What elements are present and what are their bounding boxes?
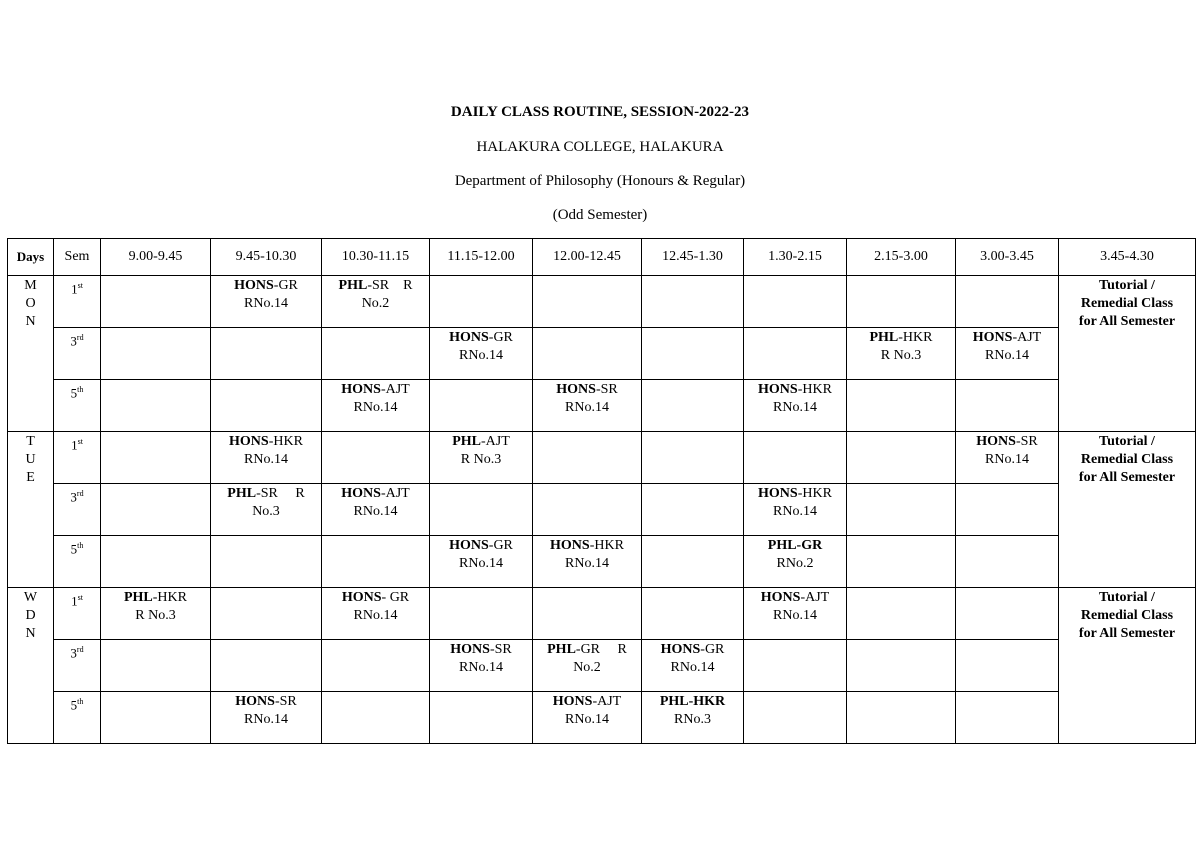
class-cell (847, 328, 956, 380)
class-code: HONS-SR (450, 642, 512, 657)
day-letter: D (25, 608, 36, 623)
room-number: RNo.14 (985, 348, 1029, 363)
tutorial-text: Remedial Class (1080, 608, 1174, 623)
class-cell (642, 640, 744, 692)
tutorial-text: Remedial Class (1080, 296, 1174, 311)
tutorial-text: Tutorial / (1099, 434, 1155, 449)
class-code: PHL-SR R (227, 486, 305, 501)
column-header: 2.15-3.00 (847, 239, 956, 276)
class-cell (322, 588, 430, 640)
class-cell (211, 536, 322, 588)
class-cell (101, 588, 211, 640)
class-code: PHL-HKR (869, 330, 933, 345)
table-row (8, 276, 1196, 328)
class-cell (101, 276, 211, 328)
class-code: HONS-AJT (760, 590, 830, 605)
class-cell (744, 692, 847, 744)
sem-suffix: th (77, 697, 84, 706)
class-prefix: HONS (450, 642, 490, 657)
class-code: PHL-AJT (452, 434, 510, 449)
room-number: RNo.14 (565, 400, 609, 415)
class-cell (847, 380, 956, 432)
class-prefix: PHL-HKR (659, 694, 726, 709)
class-cell (101, 692, 211, 744)
class-cell (533, 692, 642, 744)
table-row (8, 380, 1196, 432)
class-cell (744, 328, 847, 380)
routine-body (8, 276, 1196, 744)
class-code: HONS-SR (976, 434, 1038, 449)
class-code: HONS-HKR (758, 382, 832, 397)
room-number: RNo.14 (985, 452, 1029, 467)
class-cell (430, 276, 533, 328)
room-number: RNo.14 (773, 504, 817, 519)
class-prefix: HONS (341, 486, 381, 501)
tutorial-text: for All Semester (1078, 314, 1176, 329)
column-header: 12.00-12.45 (533, 239, 642, 276)
room-number: RNo.14 (353, 504, 398, 519)
class-code: HONS-HKR (550, 538, 624, 553)
sem-suffix: st (77, 281, 83, 290)
class-cell (211, 432, 322, 484)
class-cell (322, 380, 430, 432)
class-cell (430, 432, 533, 484)
table-row (8, 692, 1196, 744)
sem-suffix: rd (76, 645, 84, 654)
column-header: 12.45-1.30 (642, 239, 744, 276)
class-code (746, 537, 844, 555)
class-prefix: HONS (758, 382, 798, 397)
column-header: Days (8, 239, 54, 276)
class-prefix: PHL (869, 330, 899, 345)
sem-cell: 1st (54, 276, 101, 328)
class-code (644, 693, 741, 711)
tutorial-cell (1059, 432, 1196, 588)
class-code: HONS-AJT (972, 330, 1042, 345)
tutorial-text: Remedial Class (1080, 452, 1174, 467)
day-letter: T (26, 434, 35, 449)
column-header: 1.30-2.15 (744, 239, 847, 276)
class-code: HONS-AJT (552, 694, 622, 709)
column-header: 3.45-4.30 (1059, 239, 1196, 276)
class-prefix: HONS (341, 382, 381, 397)
class-cell (956, 432, 1059, 484)
day-letter: U (25, 452, 36, 467)
class-cell (322, 432, 430, 484)
class-code: HONS-SR (235, 694, 297, 709)
class-cell (533, 536, 642, 588)
class-cell (211, 640, 322, 692)
room-number: R No.3 (460, 452, 502, 467)
class-code: HONS-AJT (341, 486, 410, 501)
class-cell (211, 276, 322, 328)
class-prefix: HONS (972, 330, 1013, 345)
sem-cell: 3rd (54, 328, 101, 380)
room-number: RNo.14 (565, 712, 609, 727)
class-prefix: HONS (235, 694, 275, 709)
room-number: RNo.14 (353, 400, 398, 415)
class-cell (430, 536, 533, 588)
class-cell (533, 380, 642, 432)
class-prefix: HONS (552, 694, 593, 709)
column-header: 9.00-9.45 (101, 239, 211, 276)
day-cell (8, 276, 54, 432)
class-cell (211, 328, 322, 380)
class-cell (642, 588, 744, 640)
class-prefix: HONS (976, 434, 1016, 449)
room-number: RNo.14 (244, 712, 288, 727)
class-cell (322, 640, 430, 692)
class-prefix: PHL (547, 642, 576, 657)
class-code: HONS-HKR (229, 434, 303, 449)
department-name: Department of Philosophy (Honours & Regular) (454, 173, 746, 189)
room-number: No.2 (361, 296, 390, 311)
class-prefix: HONS (449, 330, 489, 345)
sem-cell: 5th (54, 536, 101, 588)
tutorial-text: Tutorial / (1099, 278, 1155, 293)
day-letter: W (23, 590, 38, 605)
sem-cell: 3rd (54, 484, 101, 536)
room-number: RNo.14 (670, 660, 715, 675)
class-cell (430, 588, 533, 640)
class-cell (744, 536, 847, 588)
class-prefix: HONS (341, 590, 382, 605)
class-cell (744, 640, 847, 692)
sem-suffix: st (77, 437, 83, 446)
sem-cell: 3rd (54, 640, 101, 692)
class-cell (322, 328, 430, 380)
class-prefix: HONS (556, 382, 596, 397)
class-prefix: PHL-GR (767, 538, 823, 553)
day-letter: N (25, 626, 36, 641)
column-header: 11.15-12.00 (430, 239, 533, 276)
class-routine-table (7, 238, 1196, 744)
class-code: HONS-GR (449, 538, 513, 553)
class-cell (642, 484, 744, 536)
class-prefix: PHL (452, 434, 481, 449)
sem-suffix: rd (76, 333, 84, 342)
class-prefix: HONS (234, 278, 274, 293)
class-cell (430, 484, 533, 536)
class-cell (847, 276, 956, 328)
class-cell (211, 380, 322, 432)
sem-suffix: th (77, 541, 84, 550)
tutorial-cell (1059, 276, 1196, 432)
room-number: RNo.14 (773, 400, 817, 415)
class-code: HONS- GR (341, 590, 410, 605)
semester-label: (Odd Semester) (552, 207, 648, 223)
tutorial-text: for All Semester (1078, 470, 1176, 485)
class-cell (847, 484, 956, 536)
class-cell (322, 484, 430, 536)
class-cell (101, 536, 211, 588)
class-cell (211, 588, 322, 640)
class-code: PHL-HKR (123, 590, 187, 605)
sem-cell: 1st (54, 432, 101, 484)
class-cell (847, 588, 956, 640)
sem-suffix: rd (76, 489, 84, 498)
room-number: No.3 (252, 504, 280, 519)
college-name: HALAKURA COLLEGE, HALAKURA (476, 139, 724, 155)
class-cell (956, 692, 1059, 744)
tutorial-cell (1059, 588, 1196, 744)
tutorial-text: Tutorial / (1099, 590, 1155, 605)
class-prefix: HONS (449, 538, 489, 553)
class-cell (533, 588, 642, 640)
header-row (8, 239, 1196, 276)
table-row (8, 640, 1196, 692)
table-row (8, 328, 1196, 380)
table-row (8, 588, 1196, 640)
class-cell (430, 380, 533, 432)
day-cell (8, 588, 54, 744)
room-number: RNo.14 (565, 556, 609, 571)
table-row (8, 432, 1196, 484)
page-title: DAILY CLASS ROUTINE, SESSION-2022-23 (450, 104, 750, 120)
class-prefix: HONS (758, 486, 798, 501)
class-cell (642, 328, 744, 380)
table-row (8, 536, 1196, 588)
class-cell (744, 588, 847, 640)
class-cell (956, 380, 1059, 432)
column-header: 9.45-10.30 (211, 239, 322, 276)
room-number: RNo.14 (244, 296, 288, 311)
class-cell (533, 484, 642, 536)
class-cell (847, 536, 956, 588)
sem-cell: 5th (54, 380, 101, 432)
class-cell (642, 536, 744, 588)
class-prefix: PHL (338, 278, 368, 293)
table-row (8, 484, 1196, 536)
class-cell (533, 640, 642, 692)
class-cell (101, 484, 211, 536)
class-cell (744, 380, 847, 432)
class-code: HONS-AJT (341, 382, 410, 397)
class-code: HONS-SR (556, 382, 618, 397)
class-prefix: PHL (227, 486, 257, 501)
room-number: RNo.2 (776, 556, 814, 571)
room-number: RNo.14 (353, 608, 398, 623)
class-code: HONS-GR (449, 330, 513, 345)
class-cell (744, 432, 847, 484)
class-cell (744, 484, 847, 536)
class-cell (430, 640, 533, 692)
day-letter: O (25, 296, 36, 311)
class-cell (956, 276, 1059, 328)
class-cell (642, 432, 744, 484)
class-cell (642, 692, 744, 744)
class-prefix: PHL (123, 590, 153, 605)
day-letter: M (24, 278, 37, 293)
class-cell (847, 640, 956, 692)
class-code: HONS-GR (660, 642, 725, 657)
class-cell (101, 640, 211, 692)
day-cell (8, 432, 54, 588)
class-code: HONS-GR (234, 278, 298, 293)
class-code: PHL-SR R (338, 278, 413, 293)
class-cell (101, 328, 211, 380)
room-number: RNo.14 (459, 556, 503, 571)
class-prefix: HONS (550, 538, 590, 553)
class-cell (430, 692, 533, 744)
room-number: RNo.14 (773, 608, 817, 623)
class-cell (533, 328, 642, 380)
class-cell (101, 432, 211, 484)
column-header: 10.30-11.15 (322, 239, 430, 276)
class-cell (533, 432, 642, 484)
room-number: RNo.14 (459, 660, 503, 675)
class-cell (322, 692, 430, 744)
sem-cell: 5th (54, 692, 101, 744)
room-number: R No.3 (135, 608, 176, 623)
column-header: 3.00-3.45 (956, 239, 1059, 276)
room-number: No.2 (573, 660, 601, 675)
sem-cell: 1st (54, 588, 101, 640)
class-prefix: HONS (660, 642, 701, 657)
class-cell (956, 328, 1059, 380)
room-number: RNo.14 (459, 348, 503, 363)
class-cell (847, 692, 956, 744)
room-number: RNo.14 (244, 452, 288, 467)
class-cell (956, 640, 1059, 692)
class-code: HONS-HKR (758, 486, 832, 501)
class-cell (322, 276, 430, 328)
class-cell (430, 328, 533, 380)
class-cell (211, 484, 322, 536)
tutorial-text: for All Semester (1078, 626, 1176, 641)
sem-suffix: st (77, 593, 83, 602)
class-cell (642, 276, 744, 328)
day-letter: N (25, 314, 36, 329)
class-cell (956, 536, 1059, 588)
class-cell (211, 692, 322, 744)
day-letter: E (26, 470, 35, 485)
class-cell (101, 380, 211, 432)
class-cell (533, 276, 642, 328)
class-cell (322, 536, 430, 588)
class-cell (956, 484, 1059, 536)
class-prefix: HONS (760, 590, 801, 605)
class-prefix: HONS (229, 434, 269, 449)
room-number: R No.3 (880, 348, 922, 363)
sem-suffix: th (77, 385, 84, 394)
class-cell (744, 276, 847, 328)
class-cell (642, 380, 744, 432)
class-cell (847, 432, 956, 484)
class-code: PHL-GR R (547, 642, 627, 657)
class-cell (956, 588, 1059, 640)
room-number: RNo.3 (674, 712, 711, 727)
column-header: Sem (54, 239, 101, 276)
